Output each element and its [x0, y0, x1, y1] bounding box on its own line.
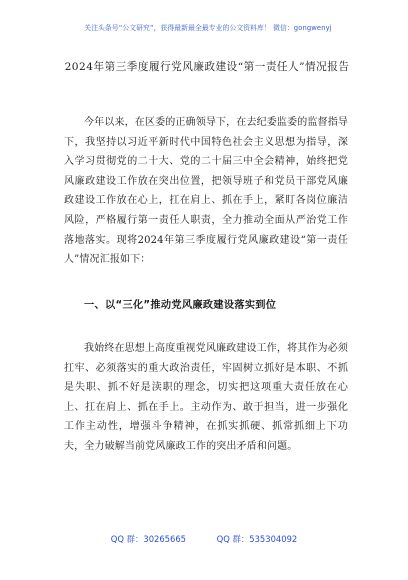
footer-contacts — [0, 533, 408, 545]
section-1-paragraph: 我始终在思想上高度重视党风廉政建设工作，将其作为必须扛牢、必须落实的重大政治责任，牢固树立抓好是本职、不抓是失职、抓不好是渎职的理念，切实把这项重大责任放在心上、扛在肩上、抓在手上。主动作为、敢于担当，进一步强化工作主动性，增强斗争精神，在抓实抓硬、抓常抓细上下功夫，全力破解当前党风廉政工作的突出矛盾和问题。 — [64, 343, 348, 452]
footer-qq-group-1[interactable]: QQ 群：30265665 — [110, 534, 186, 544]
section-heading-1: 一、以“三化”推动党风廉政建设落实到位 — [84, 300, 277, 311]
footer-qq-group-2[interactable]: QQ 群：535304092 — [216, 534, 298, 544]
intro-paragraph: 今年以来，在区委的正确领导下，在去纪委监委的监督指导下，我坚持以习近平新时代中国特色社会主义思想为指导，深入学习贯彻党的二十大、党的二十届三中全会精神，始终把党风廉政建设工作放在突出位置，把领导班子和党员干部党风廉政建设工作放在心上，扛在肩上、抓在手上，紧盯各岗位廉洁风险，严格履行第一责任人职责，全力推动全面从严治党工作落地落实。现将2024年第三季度履行党风廉政建设“第一责任人”情况汇报如下： — [64, 117, 348, 266]
document-title: 2024年第三季度履行党风廉政建设“第一责任人”情况报告 — [64, 61, 350, 73]
header-promo-banner[interactable]: 关注头条号“公文研究”，获得最新最全最专业的公文资料库！ 微信：gongwenyj — [84, 24, 332, 32]
